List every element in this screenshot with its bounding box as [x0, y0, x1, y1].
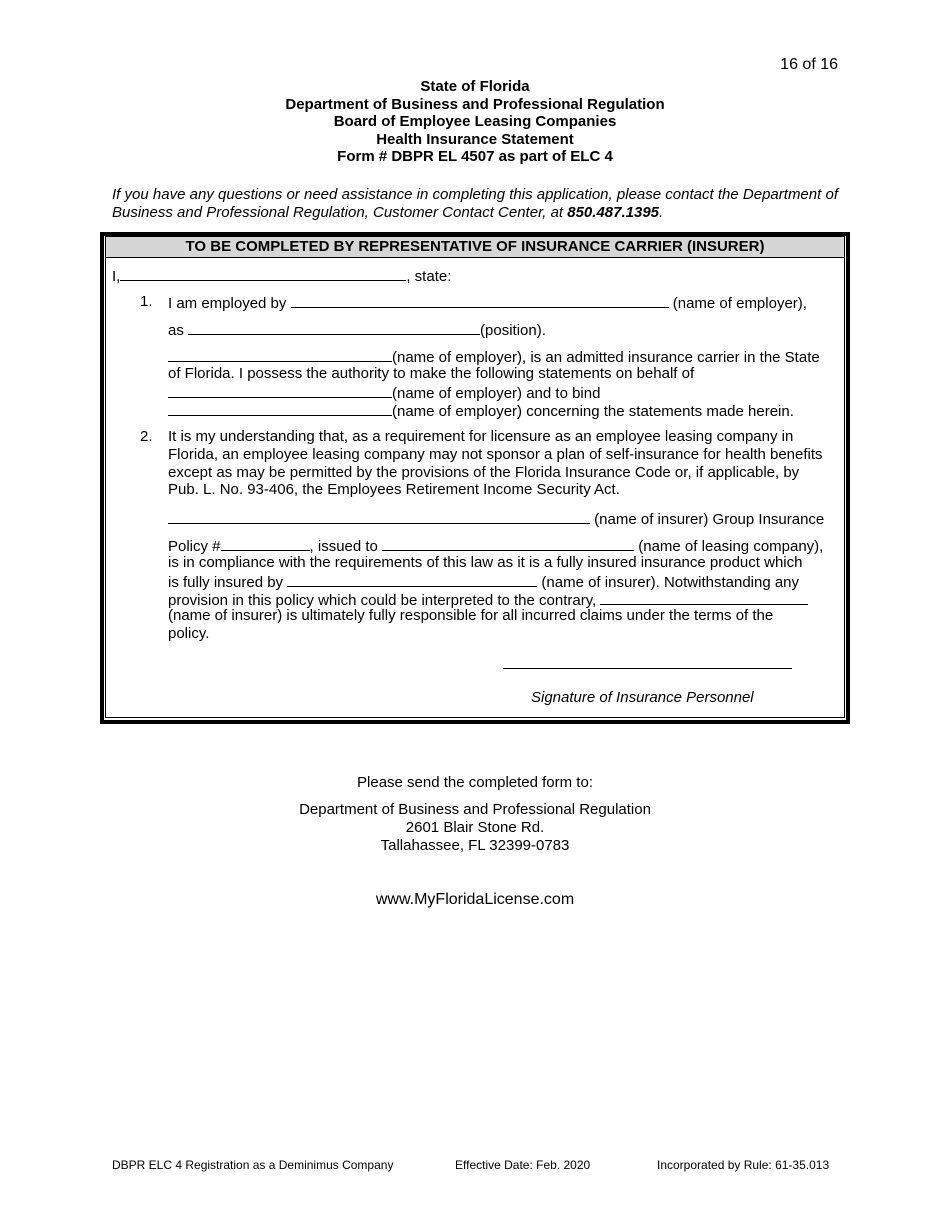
- item-1-carrier-line: [168, 347, 820, 367]
- intro-paragraph: [112, 186, 838, 222]
- header-state: State of Florida: [420, 78, 530, 95]
- header-board: Board of Employee Leasing Companies: [333, 113, 617, 130]
- position-field[interactable]: [188, 320, 480, 335]
- item-2-insurer-line: [168, 509, 824, 529]
- contact-phone: 850.487.1395: [567, 204, 660, 221]
- footer-rule: Incorporated by Rule: 61-35.013: [657, 1158, 830, 1172]
- insured-by-label: is fully insured by: [168, 574, 284, 591]
- employed-by-label: I am employed by: [168, 295, 287, 312]
- mailing-address-street: 2601 Blair Stone Rd.: [405, 819, 545, 836]
- carrier-employer-field[interactable]: [168, 347, 392, 362]
- responsible-insurer-field[interactable]: [600, 590, 808, 605]
- item-2-number: 2.: [140, 428, 153, 445]
- item-1-number: 1.: [140, 293, 153, 310]
- header-form-number: Form # DBPR EL 4507 as part of ELC 4: [337, 148, 613, 165]
- page-number: 16 of 16: [780, 56, 838, 73]
- policy-label: Policy #: [168, 538, 221, 555]
- header-statement-title: Health Insurance Statement: [376, 130, 574, 148]
- representative-name-field[interactable]: [120, 266, 406, 281]
- footer-effective-date: Effective Date: Feb. 2020: [455, 1158, 591, 1172]
- item-2-policy-line: [168, 536, 823, 556]
- item-1-bind-line: [168, 383, 600, 403]
- mailing-address-department: Department of Business and Professional Regulation: [299, 801, 651, 818]
- position-hint: (position).: [480, 322, 546, 339]
- item-2-responsible-line: (name of insurer) is ultimately fully responsible for all incurred claims under the terms of the: [168, 607, 774, 624]
- item-2-insured-by-line: [168, 572, 799, 592]
- form-header: [0, 78, 950, 166]
- insurer-hint: (name of insurer) Group Insurance: [594, 511, 825, 528]
- item-1-employer-line: [168, 293, 807, 313]
- insurer-name-field[interactable]: [168, 509, 590, 524]
- insured-by-field[interactable]: [287, 572, 537, 587]
- item-1-position-line: [168, 320, 546, 340]
- concerning-hint: (name of employer) concerning the statements made herein.: [392, 403, 794, 420]
- intro-text: If you have any questions or need assistance in completing this application, please contact the Department of Business and Professional Regulation, Customer Contact Center, at: [112, 186, 838, 221]
- employer-hint: (name of employer),: [672, 295, 807, 312]
- provision-text: provision in this policy which could be interpreted to the contrary,: [168, 592, 597, 609]
- insured-by-hint: (name of insurer). Notwithstanding any: [541, 574, 800, 591]
- send-intro: Please send the completed form to:: [357, 774, 593, 791]
- carrier-hint: (name of employer), is an admitted insurance carrier in the State: [392, 349, 820, 366]
- leasing-company-hint: (name of leasing company),: [638, 538, 824, 555]
- intro-end: .: [659, 204, 664, 221]
- item-2-understanding-text: It is my understanding that, as a requirement for licensure as an employee leasing company in Florida, an employee leasing company may not sponsor a plan of self-insurance for health benefits except as may be permitted by the provisions of the Florida Insurance Code or, if applicable, by Pub. L. No. 93-406, the Employees Retirement Income Security Act.: [168, 428, 823, 499]
- bind-employer-field[interactable]: [168, 401, 392, 416]
- as-label: as: [168, 322, 184, 339]
- statement-suffix: , state:: [406, 268, 452, 285]
- item-2-policy-end: policy.: [168, 625, 210, 642]
- statement-prefix: I,: [112, 268, 121, 285]
- policy-number-field[interactable]: [221, 536, 310, 551]
- signature-field[interactable]: [503, 668, 792, 669]
- bind-hint: (name of employer) and to bind: [392, 385, 601, 402]
- item-1-authority-line: of Florida. I possess the authority to make the following statements on behalf of: [168, 365, 695, 382]
- leasing-company-field[interactable]: [382, 536, 634, 551]
- footer-form-name: DBPR ELC 4 Registration as a Deminimus Company: [112, 1158, 394, 1172]
- header-department: Department of Business and Professional Regulation: [285, 95, 665, 113]
- behalf-employer-field[interactable]: [168, 383, 392, 398]
- statement-line: [112, 266, 451, 286]
- item-2-compliance-line: is in compliance with the requirements of this law as it is a fully insured insurance product which: [168, 554, 803, 571]
- item-1-concerning-line: [168, 401, 794, 421]
- issued-to-label: , issued to: [309, 538, 378, 555]
- form-box-heading: TO BE COMPLETED BY REPRESENTATIVE OF INSURANCE CARRIER (INSURER): [106, 237, 844, 258]
- employer-name-field[interactable]: [291, 293, 669, 308]
- signature-caption: Signature of Insurance Personnel: [531, 689, 754, 706]
- website-link[interactable]: www.MyFloridaLicense.com: [375, 891, 575, 908]
- mailing-address-city: Tallahassee, FL 32399-0783: [380, 837, 570, 854]
